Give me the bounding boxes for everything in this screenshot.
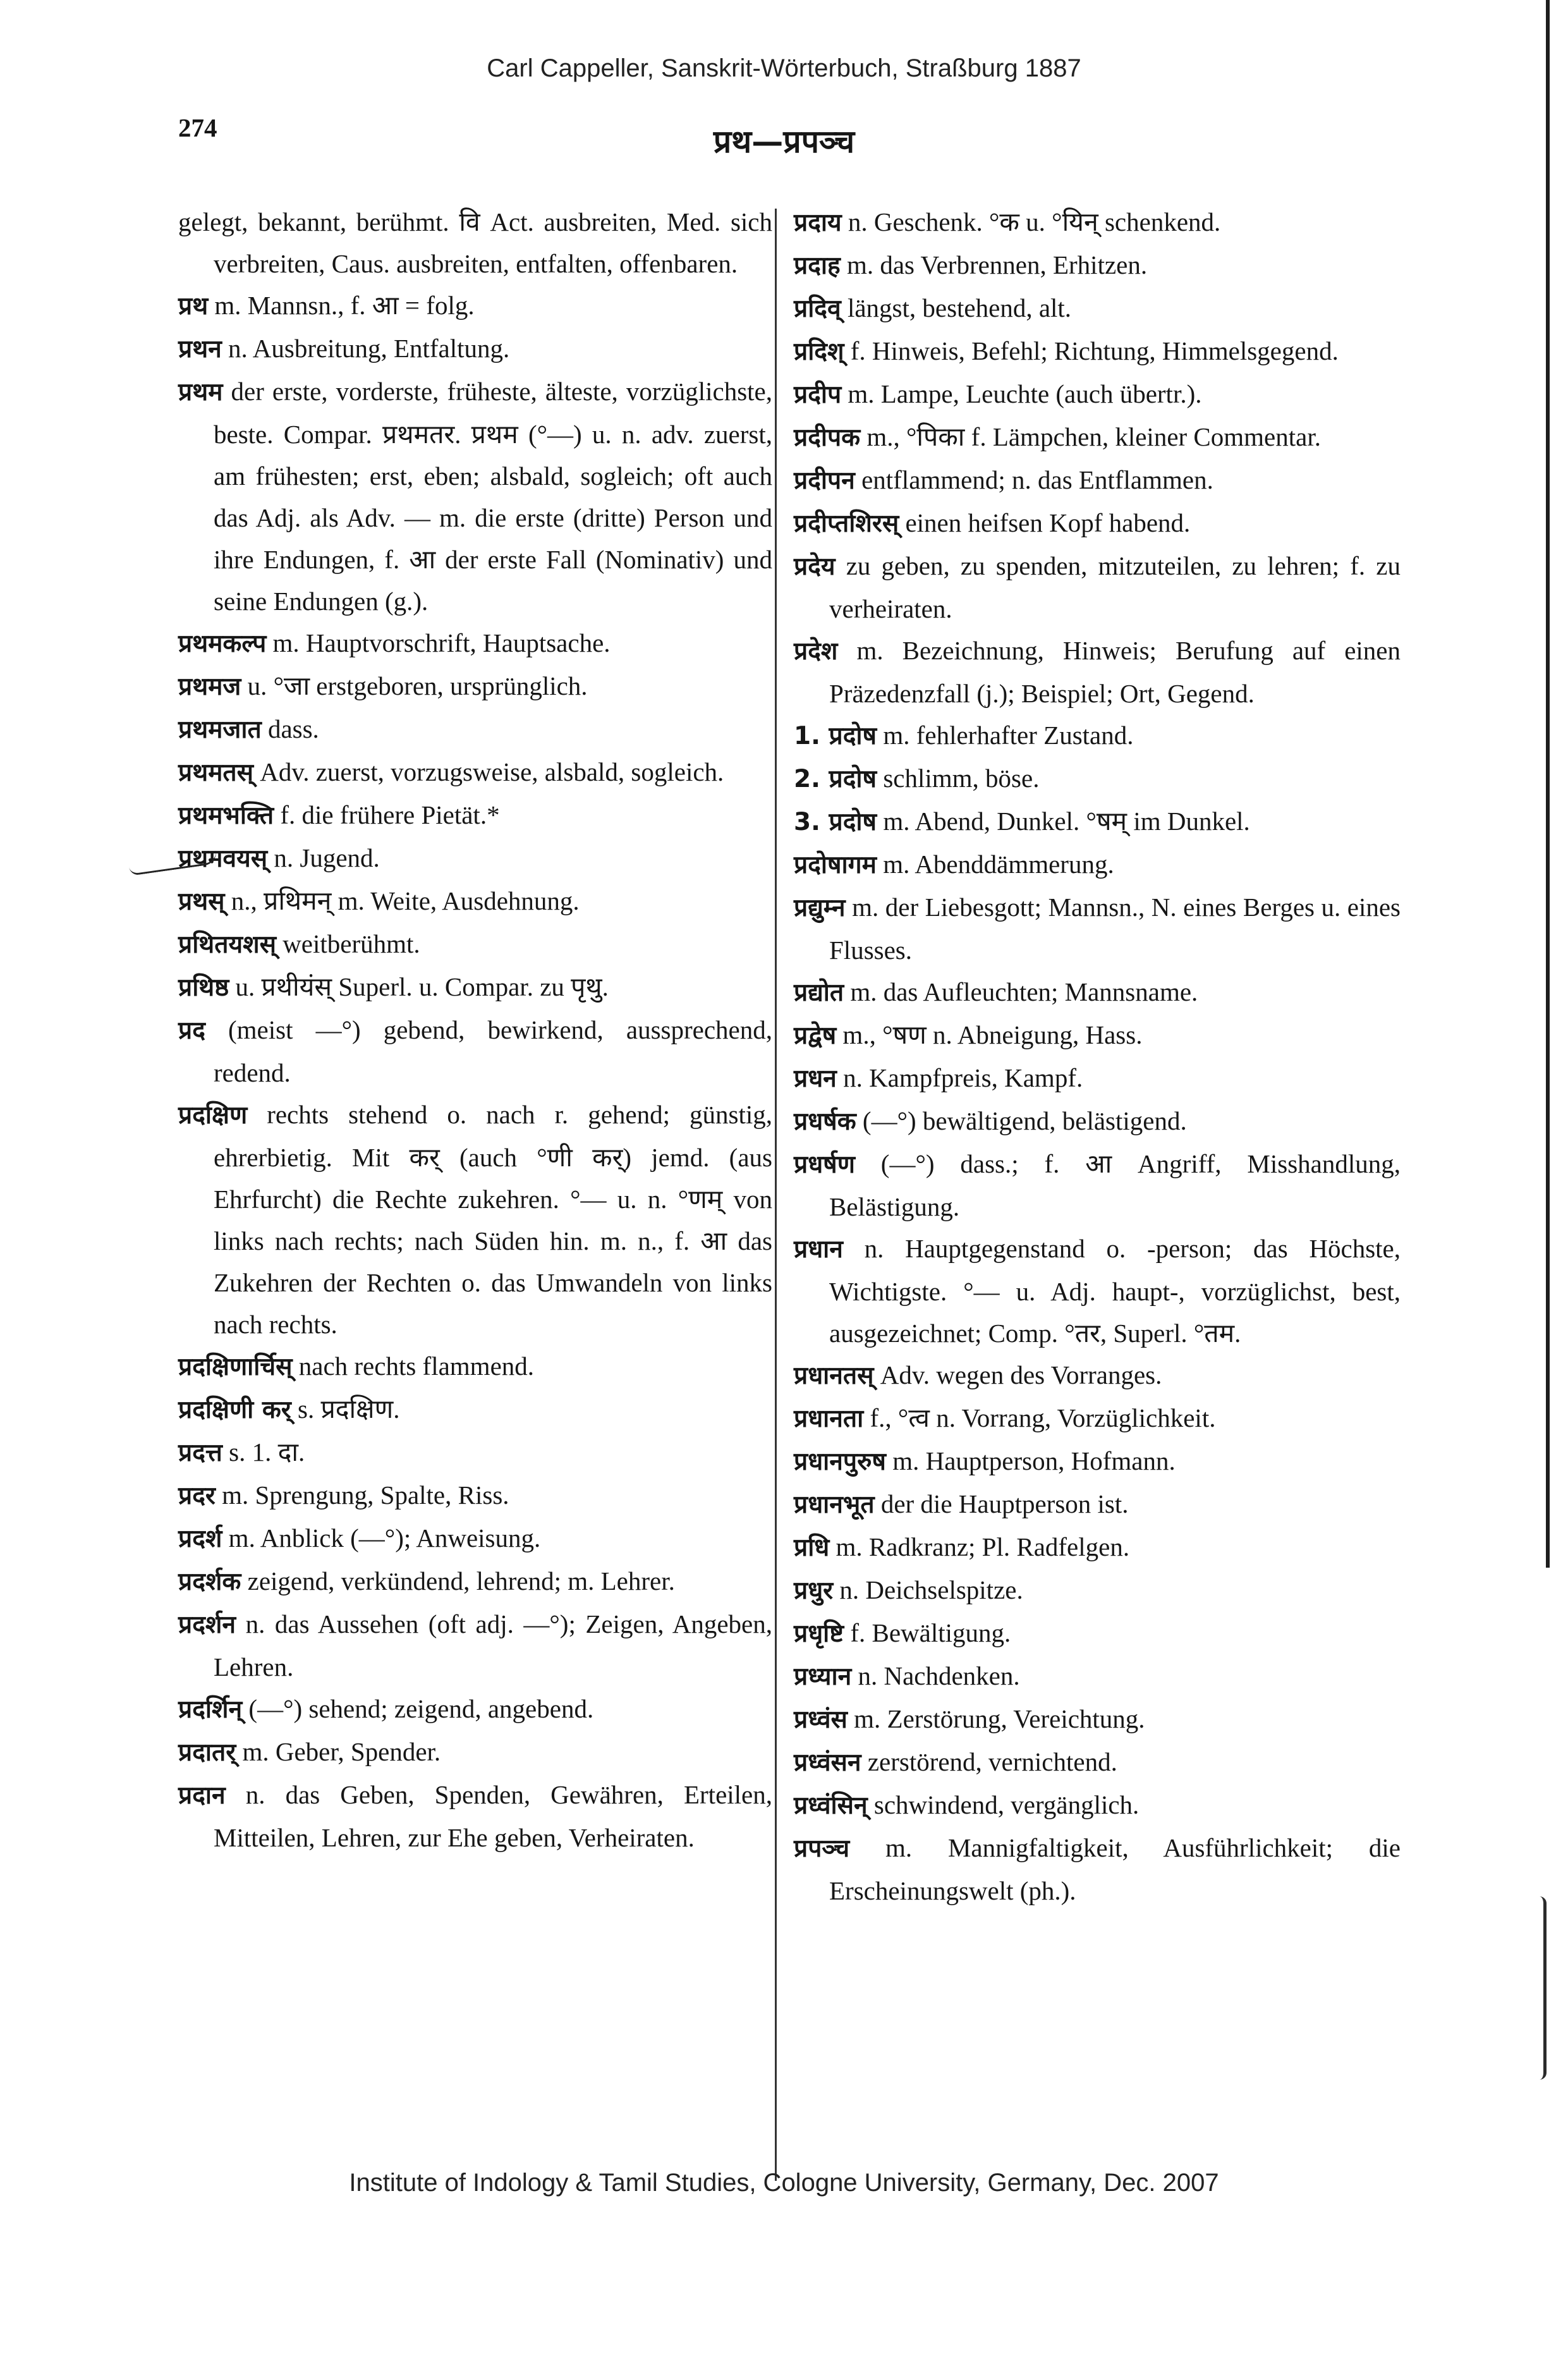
dictionary-entry — [178, 284, 772, 327]
dictionary-entry — [178, 1731, 772, 1774]
entry-definition: m. der Liebesgott; Mannsn., N. eines Berges u. eines Flusses. — [829, 893, 1401, 965]
entry-definition: (—°) dass.; f. आ Angriff, Misshandlung, Belästigung. — [829, 1149, 1401, 1221]
entry-definition: f., °त्व n. Vorrang, Vorzüglichkeit. — [863, 1403, 1216, 1432]
entry-definition: einen heifsen Kopf habend. — [899, 508, 1191, 537]
dictionary-entry — [178, 923, 772, 966]
dictionary-entry — [178, 370, 772, 622]
entry-definition: m., °पिका f. Lämpchen, kleiner Commentar. — [860, 422, 1321, 451]
entry-headword: प्रधानपुरुष — [794, 1448, 886, 1476]
column-divider — [775, 209, 777, 2181]
entry-definition: n. das Aussehen (oft adj. —°); Zeigen, Angeben, Lehren. — [214, 1609, 772, 1681]
entry-headword: प्रदोषागम — [794, 851, 877, 879]
dictionary-entry — [794, 1784, 1401, 1827]
entry-headword: प्रध्वंसिन् — [794, 1791, 868, 1820]
entry-definition: Adv. wegen des Vorranges. — [873, 1360, 1162, 1389]
entry-headword: प्रदक्षिणार्चिस् — [178, 1353, 293, 1381]
entry-definition: Adv. zuerst, vorzugsweise, alsbald, sogleich. — [253, 757, 724, 786]
entry-definition: längst, bestehend, alt. — [841, 293, 1072, 322]
dictionary-entry — [178, 1345, 772, 1388]
entry-headword: प्रदीप — [794, 381, 842, 409]
dictionary-entry — [794, 1397, 1401, 1440]
entry-headword: प्रदेय — [794, 552, 836, 581]
entry-definition: m. Lampe, Leuchte (auch übertr.). — [841, 379, 1202, 408]
entry-headword: प्रध्वंसन — [794, 1748, 861, 1777]
dictionary-entry — [794, 630, 1401, 714]
dictionary-entry — [794, 1741, 1401, 1784]
entry-headword: प्रधान — [794, 1235, 843, 1264]
dictionary-entry — [794, 545, 1401, 630]
dictionary-entry — [178, 794, 772, 837]
entry-headword: प्रदक्षिण — [178, 1101, 248, 1130]
entry-headword: प्रदीप्तशिरस् — [794, 509, 899, 538]
dictionary-entry — [794, 971, 1401, 1014]
page-edge-line — [1546, 0, 1550, 1568]
dictionary-entry — [794, 1100, 1401, 1143]
entry-definition: schwindend, vergänglich. — [867, 1790, 1140, 1819]
entry-headword: प्रदिश् — [794, 338, 844, 366]
entry-definition: m. Hauptperson, Hofmann. — [885, 1446, 1176, 1475]
dictionary-entry — [178, 708, 772, 751]
entry-definition: m. Geber, Spender. — [236, 1737, 441, 1766]
dictionary-entry — [178, 1560, 772, 1603]
entry-definition: m. Zerstörung, Vereichtung. — [847, 1704, 1145, 1733]
entry-definition: rechts stehend o. nach r. gehend; günstig, ehrerbietig. Mit कर् (auch °णी कर्) jemd. (aus Ehrfurcht) die Rechte zukehren. °— u. n. °णम् von links nach rechts; nach Süden hin. m. n., f. आ das Zukehren der Rechten o. das Umwandeln von links nach rechts. — [214, 1100, 772, 1339]
entry-definition: (—°) sehend; zeigend, angebend. — [242, 1694, 594, 1723]
entry-definition: f. Bewältigung. — [844, 1618, 1011, 1647]
entry-definition: zu geben, zu spenden, mitzuteilen, zu lehren; f. zu verheiraten. — [829, 551, 1401, 623]
entry-definition: n. Ausbreitung, Entfaltung. — [221, 334, 510, 363]
entry-headword: 3. प्रदोष — [794, 808, 877, 836]
entry-headword: प्रधन — [794, 1065, 837, 1093]
entry-definition: f. die frühere Pietät.* — [274, 800, 500, 829]
entry-definition: u. प्रथीयंस् Superl. u. Compar. zu पृथु. — [229, 972, 609, 1001]
entry-definition: m. Sprengung, Spalte, Riss. — [215, 1480, 509, 1510]
dictionary-entry — [794, 1655, 1401, 1698]
dictionary-entry — [794, 1612, 1401, 1655]
entry-definition: s. प्रदक्षिण. — [291, 1394, 400, 1424]
dictionary-entry — [178, 327, 772, 370]
entry-headword: प्रथमभक्ति — [178, 802, 274, 830]
dictionary-entry — [794, 714, 1401, 757]
entry-definition: dass. — [261, 714, 319, 743]
entry-definition: n. Geschenk. °क u. °यिन् schenkend. — [841, 207, 1221, 236]
dictionary-entry — [794, 1526, 1401, 1569]
dictionary-entry — [178, 1517, 772, 1560]
dictionary-entry — [794, 201, 1401, 244]
entry-headword: प्रदातर् — [178, 1738, 236, 1767]
dictionary-entry — [794, 459, 1401, 502]
entry-headword: प्रधृष्टि — [794, 1620, 844, 1648]
dictionary-entry — [178, 1688, 772, 1731]
entry-definition: n., प्रथिमन् m. Weite, Ausdehnung. — [224, 886, 580, 915]
entry-definition: m. Abenddämmerung. — [876, 850, 1114, 879]
entry-headword: प्रथमतस् — [178, 759, 254, 787]
entry-headword: प्रदाह — [794, 252, 841, 280]
page-number: 274 — [178, 113, 217, 142]
entry-headword: प्रदक्षिणी कर् — [178, 1396, 291, 1424]
entry-definition: n. das Geben, Spenden, Gewähren, Erteilen, Mitteilen, Lehren, zur Ehe geben, Verheiraten. — [214, 1780, 772, 1852]
dictionary-entry — [178, 837, 772, 880]
dictionary-entry — [794, 1483, 1401, 1526]
dictionary-entry — [794, 416, 1401, 459]
entry-headword: प्रधि — [794, 1534, 830, 1562]
entry-headword: प्रथमजात — [178, 716, 262, 744]
entry-headword: 1. प्रदोष — [794, 722, 877, 750]
entry-definition: (—°) bewältigend, belästigend. — [856, 1106, 1187, 1135]
dictionary-entry — [794, 1057, 1401, 1100]
entry-headword: प्रधर्षक — [794, 1107, 856, 1136]
entry-headword: प्रथम — [178, 378, 223, 406]
entry-definition: nach rechts flammend. — [292, 1351, 535, 1381]
entry-headword: प्रधानता — [794, 1405, 864, 1433]
entry-definition: gelegt, bekannt, berühmt. वि Act. ausbreiten, Med. sich verbreiten, Caus. ausbreiten, entfalten, offenbaren. — [178, 207, 772, 278]
entry-headword: प्रदर्शन — [178, 1611, 236, 1639]
entry-definition: m., °षण n. Abneigung, Hass. — [836, 1020, 1143, 1049]
dictionary-entry — [178, 880, 772, 923]
entry-headword: प्रदर्श — [178, 1525, 222, 1553]
dictionary-entry — [178, 1774, 772, 1858]
entry-headword: प्रदेश — [794, 637, 838, 666]
entry-headword: प्रथमज — [178, 673, 241, 701]
entry-headword: प्रदीपक — [794, 424, 861, 452]
entry-headword: प्रथ — [178, 292, 209, 320]
entry-headword: प्रथिष्ठ — [178, 973, 229, 1002]
entry-definition: zeigend, verkündend, lehrend; m. Lehrer. — [241, 1566, 675, 1595]
entry-definition: m. Radkranz; Pl. Radfelgen. — [829, 1532, 1130, 1561]
entry-headword: प्रथितयशस् — [178, 930, 276, 959]
dictionary-entry — [794, 373, 1401, 416]
entry-definition: entflammend; n. das Entflammen. — [854, 465, 1213, 494]
entry-definition: der die Hauptperson ist. — [874, 1489, 1129, 1518]
dictionary-entry — [794, 843, 1401, 886]
dictionary-entry — [178, 622, 772, 665]
dictionary-entry — [794, 800, 1401, 843]
entry-definition: weitberühmt. — [276, 929, 420, 958]
entry-definition: der erste, vorderste, früheste, älteste, vorzüglichste, beste. Compar. प्रथमतर. प्रथम (°—) u. n. adv. zuerst, am frühesten; erst, eben; alsbald, sogleich; oft auch das Adj. als Adv. — m. die erste (dritte) Person und ihre Endungen, f. आ der erste Fall (Nominativ) und seine Endungen (g.). — [214, 377, 772, 616]
entry-headword: प्रधानतस् — [794, 1362, 874, 1390]
entry-definition: m. fehlerhafter Zustand. — [877, 721, 1134, 750]
entry-headword: प्रथन — [178, 335, 222, 363]
dictionary-entry — [794, 1440, 1401, 1483]
left-column — [178, 201, 772, 1858]
entry-headword: प्रधर्षण — [794, 1150, 855, 1179]
entry-definition: n. Jugend. — [267, 843, 380, 872]
entry-definition: m. das Aufleuchten; Mannsname. — [844, 977, 1198, 1006]
source-citation: Carl Cappeller, Sanskrit-Wörterbuch, Straßburg 1887 — [487, 54, 1081, 82]
dictionary-entry — [794, 1698, 1401, 1741]
entry-definition: m. Anblick (—°); Anweisung. — [222, 1523, 541, 1553]
dictionary-entry — [794, 886, 1401, 971]
entry-definition: m. Hauptvorschrift, Hauptsache. — [266, 628, 611, 657]
dictionary-entry — [178, 1603, 772, 1688]
entry-headword: प्रध्यान — [794, 1662, 852, 1691]
dictionary-entry — [794, 1827, 1401, 1912]
entry-headword: प्रद्युम्न — [794, 894, 846, 922]
entry-headword: प्रदत्त — [178, 1439, 222, 1467]
dictionary-entry — [794, 244, 1401, 287]
dictionary-entry — [178, 1094, 772, 1345]
entry-headword: 2. प्रदोष — [794, 765, 877, 793]
entry-definition: schlimm, böse. — [877, 764, 1040, 793]
dictionary-entry — [178, 1431, 772, 1474]
entry-definition: m. Bezeichnung, Hinweis; Berufung auf einen Präzedenzfall (j.); Beispiel; Ort, Gegend. — [829, 636, 1401, 708]
entry-headword: प्रपञ्च — [794, 1834, 850, 1863]
page-edge-curl — [1540, 1896, 1547, 2080]
dictionary-entry — [794, 1228, 1401, 1354]
entry-headword: प्रद — [178, 1016, 205, 1045]
running-head-words: प्रथ—प्रपञ्च — [713, 123, 855, 160]
dictionary-entry — [794, 1354, 1401, 1397]
entry-headword: प्रदर — [178, 1482, 216, 1510]
entry-headword: प्रदर्शिन् — [178, 1695, 243, 1724]
entry-definition: s. 1. दा. — [222, 1437, 305, 1467]
entry-definition: u. °जा erstgeboren, ursprünglich. — [241, 671, 588, 700]
entry-definition: m. das Verbrennen, Erhitzen. — [840, 250, 1148, 279]
entry-headword: प्रद्वेष — [794, 1022, 837, 1050]
right-column — [794, 201, 1401, 1912]
entry-definition: (meist —°) gebend, bewirkend, aussprechend, redend. — [205, 1015, 772, 1087]
entry-headword: प्रथमवयस् — [178, 845, 268, 873]
dictionary-entry — [178, 966, 772, 1009]
dictionary-entry — [178, 1388, 772, 1431]
dictionary-entry — [794, 1569, 1401, 1612]
entry-headword: प्रथस् — [178, 888, 225, 916]
dictionary-entry — [178, 751, 772, 794]
dictionary-entry — [794, 1143, 1401, 1228]
dictionary-entry — [794, 1014, 1401, 1057]
entry-headword: प्रधुर — [794, 1577, 834, 1605]
dictionary-entry — [794, 287, 1401, 330]
dictionary-entry — [794, 330, 1401, 373]
dictionary-entry — [178, 1009, 772, 1094]
entry-definition: m. Abend, Dunkel. °षम् im Dunkel. — [877, 807, 1250, 836]
dictionary-entry — [794, 757, 1401, 800]
entry-headword: प्रथमकल्प — [178, 630, 267, 658]
entry-headword: प्रद्योत — [794, 979, 844, 1007]
dictionary-entry — [178, 201, 772, 284]
footer-credit: Institute of Indology & Tamil Studies, Cologne University, Germany, Dec. 2007 — [349, 2169, 1219, 2197]
entry-definition: zerstörend, vernichtend. — [861, 1747, 1117, 1776]
entry-headword: प्रदर्शक — [178, 1568, 241, 1596]
entry-definition: n. Deichselspitze. — [833, 1575, 1023, 1604]
entry-headword: प्रध्वंस — [794, 1705, 848, 1734]
entry-definition: m. Mannsn., f. आ = folg. — [208, 291, 475, 320]
entry-headword: प्रदाय — [794, 209, 842, 237]
entry-definition: n. Kampfpreis, Kampf. — [836, 1063, 1083, 1092]
entry-definition: n. Nachdenken. — [851, 1661, 1020, 1690]
entry-definition: m. Mannigfaltigkeit, Ausführlichkeit; die Erscheinungswelt (ph.). — [829, 1833, 1401, 1905]
entry-headword: प्रदीपन — [794, 467, 855, 495]
entry-definition: n. Hauptgegenstand o. -person; das Höchste, Wichtigste. °— u. Adj. haupt-, vorzüglichst, best, ausgezeichnet; Comp. °तर, Superl. °तम. — [829, 1234, 1401, 1348]
dictionary-entry — [178, 1474, 772, 1517]
dictionary-entry — [178, 665, 772, 708]
dictionary-entry — [794, 502, 1401, 545]
entry-definition: f. Hinweis, Befehl; Richtung, Himmelsgegend. — [844, 336, 1339, 365]
entry-headword: प्रधानभूत — [794, 1491, 875, 1519]
entry-headword: प्रदिव् — [794, 295, 841, 323]
entry-headword: प्रदान — [178, 1781, 226, 1810]
